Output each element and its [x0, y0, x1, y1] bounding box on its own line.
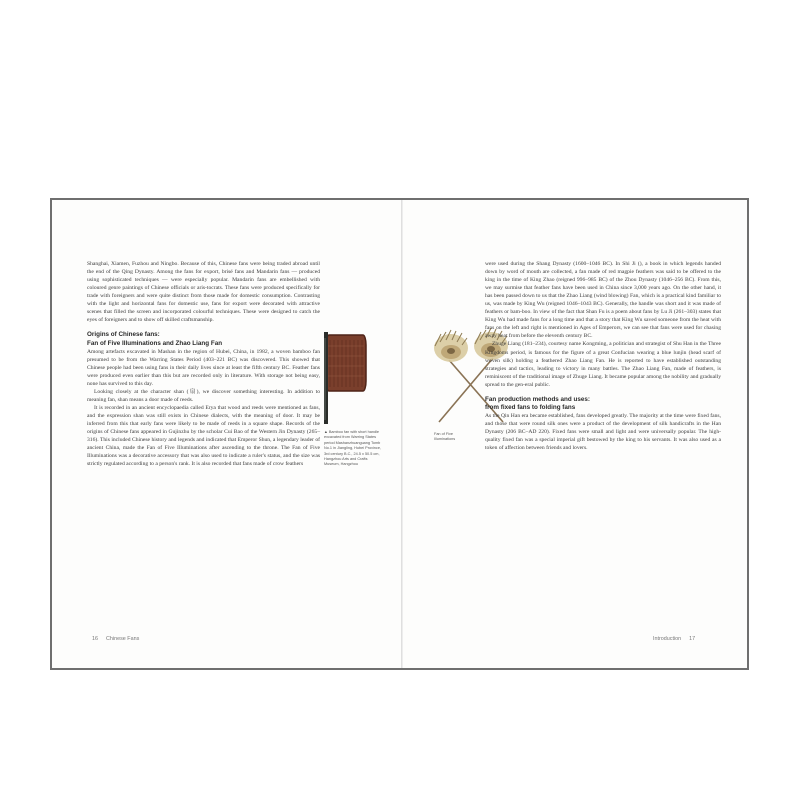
right-heading-line: Fan production methods and uses: — [485, 395, 590, 403]
left-page-text — [87, 260, 320, 625]
bamboo-fan-image — [324, 332, 374, 426]
left-paragraph: Looking closely at the character shan (扇), we discover something interesting. In addition to meaning fan, shan means a door made of reeds. — [87, 389, 320, 404]
right-folio — [653, 636, 703, 642]
left-paragraph: Shanghai, Xiamen, Fuzhou and Ningbo. Because of this, Chinese fans were being traded abroad until the end of the Qing Dynasty. Among the fans for export, brisé fans and Mandarin fans — produced using sophisticated techniques — were especially popular. Mandarin fans are embellished with coloured genre paintings of Chinese officials or aris-tocrats. These fans were produced specifically for trade with foreigners and were quite distinct from those made for domestic consumption. Contrasting with the light and horizontal fans for domestic use, fans for export were decorated with attractive scenes that filled the screen and incorporated colourful techniques. These were designed to catch the eyes of foreigners and to show off skilled craftsmanship. — [87, 261, 320, 324]
right-paragraph: Zhuge Liang (181–234), courtesy name Kongming, a politician and strategist of Shu Han in the Three Kingdoms period, is famous for the figure of a great Confucian wearing a blue lunjin (head scarf of woven silk) holding a feathered Zhao Liang Fan. He is reported to have established outstanding strategies and tactics, leading to victory in many battles. The Zhao Liang Fan, made of feathers, is reminiscent of the traditional image of Zhuge Liang. It became popular among the nobility and gradually spread to the gen-eral public. — [485, 341, 721, 388]
left-image-caption: ▲ Bamboo fan with short handle excavated from Warring States period Mashanzhuanguang Tomb No.1 in Jiangling, Hubei Province, 3rd century B.C., 24.5 x 50.5 cm, Hangzhou Arts and Crafts Museum, Hangzhou — [324, 430, 381, 467]
left-folio — [92, 636, 147, 642]
running-title: Introduction — [653, 636, 682, 642]
page-gutter — [401, 200, 403, 668]
book-spread — [50, 198, 749, 670]
left-paragraph: Among artefacts excavated in Mashan in the region of Hubei, China, in 1982, a woven bamboo fan presumed to be from the Warring States Period (403–221 BC) was discovered. This showed that Chinese people had been using fans in their daily lives since at least the fifth century BC. Feather fans were produced even earlier than this but are recorded only in literature. With storage not being easy, none has survived to this day. — [87, 348, 320, 387]
left-heading-line: Fan of Five Illuminations and Zhao Liang Fan — [87, 339, 223, 347]
right-paragraph: As the Qin Han era became established, fans developed greatly. The majority at the time were fixed fans, and those that were round silk ones were a product of the development of silk handicrafts in the Han Dynasty (206 BC–AD 220). Fixed fans were small and light and were universally popular. The high-quality fixed fan was a special imperial gift bestowed by the king to his servants. It was also used as a token of affection between friends and lovers. — [485, 413, 721, 452]
running-title: Chinese Fans — [106, 636, 140, 642]
right-paragraph: were used during the Shang Dynasty (1600–1046 BC). In Shi Ji (), a book in which legends handed down by word of mouth are collected, a fan made of red magpie feathers was said to be offered to the king in the time of King Zhao (reigned 996–985 BC) of the Zhou Dynasty (1046–256 BC). From this, we may surmise that feather fans have been used in China since 3,000 years ago. On the other hand, it has been passed down to us that the Zhao Liang (wind blowing) Fan, which is a practical kind familiar to us, was made by King Wu (reigned 1046–1043 BC). Generally, the handle was short and it was made of feathers or bam-boo. In view of the fact that Shan Fu is a poem about fans by Lu Ji (261–303) states that King Wu had made fans for a long time and that a story that King Wu saved someone from the heat with fans on the left and right is mentioned in Ages of Emperors, we can see that fans were used for chasing away heat from before the eleventh century BC. — [485, 261, 721, 340]
right-image-caption: Fan of Five Illuminations — [434, 432, 456, 442]
right-page-text — [485, 260, 721, 625]
left-heading-line: Origins of Chinese fans: — [87, 331, 160, 339]
right-heading-line: from fixed fans to folding fans — [485, 403, 576, 411]
page-number: 17 — [689, 636, 696, 642]
page-number: 16 — [92, 636, 98, 642]
left-paragraph: It is recorded in an ancient encyclopaedia called Erya that wood and reeds were mentioned as fans, and the expression shan was still exists in Chinese dialects, with the meaning of door. It may be inferred from this that early fans were likely to be made of reeds in a square shape. Records of the origins of Chinese fans appeared in Gujinzhu by the scholar Cui Bao of the Western Jin Dynasty (265–316). This included Chinese history and legends and indicated that Emperor Shun, a legendary leader of ancient China, made the Fan of Five Illuminations after ascending to the throne. The Fan of Five Illuminations was a decorative accessory that was also used to indicate a ruler's status, and the size was strictly regulated according to a person's rank. It is also recorded that fans made of crow feathers — [87, 405, 320, 468]
